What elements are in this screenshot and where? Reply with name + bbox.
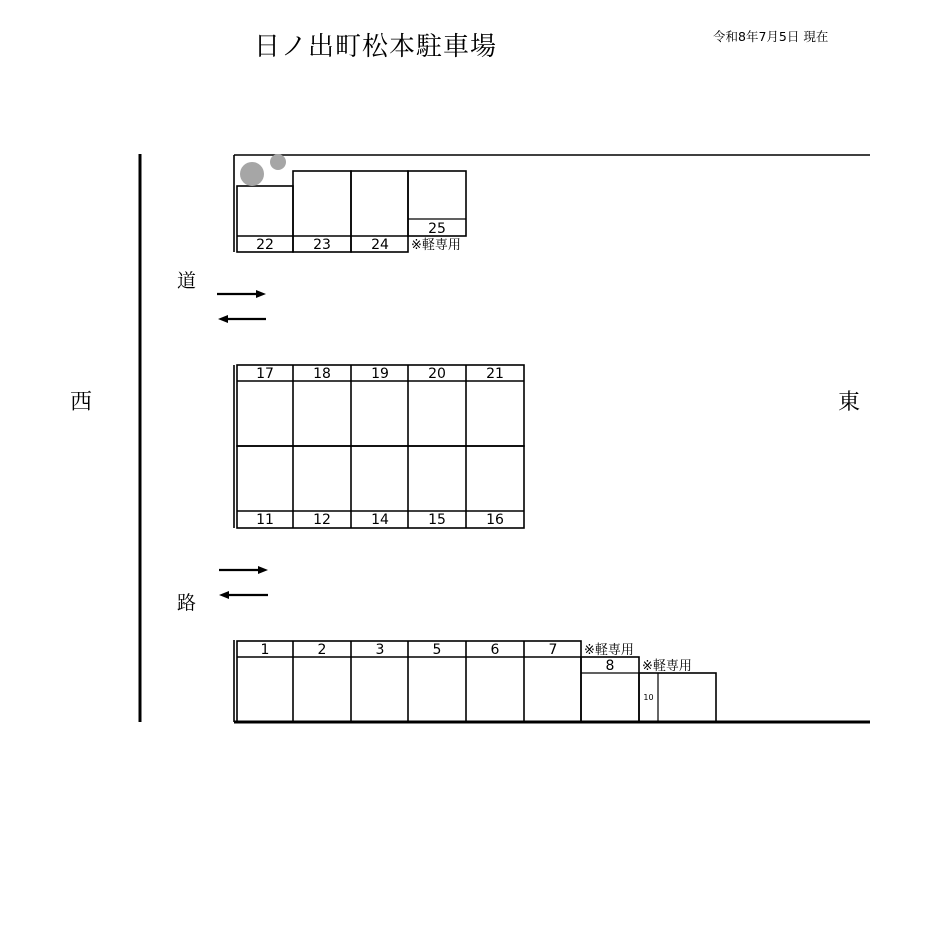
space-8-label: 8 xyxy=(605,658,615,674)
space-17-label: 17 xyxy=(256,366,274,382)
kei-only-note-10: ※軽専用 xyxy=(642,659,692,674)
obstacle-large xyxy=(240,162,264,186)
kei-only-note-25: ※軽専用 xyxy=(411,238,461,253)
space-5-label: 5 xyxy=(432,642,442,658)
space-6-label: 6 xyxy=(490,642,500,658)
space-7-label: 7 xyxy=(548,642,558,658)
space-10-label: 10 xyxy=(643,693,654,702)
space-21-label: 21 xyxy=(486,366,504,382)
space-11-label: 11 xyxy=(256,512,274,528)
space-12-label: 12 xyxy=(313,512,331,528)
space-1-label: 1 xyxy=(260,642,270,658)
kei-only-note-8: ※軽専用 xyxy=(584,643,634,658)
space-25-label: 25 xyxy=(428,221,446,237)
space-3-label: 3 xyxy=(375,642,385,658)
page-title: 日ノ出町松本駐車場 xyxy=(254,32,498,62)
as-of-date: 令和8年7月5日 現在 xyxy=(713,29,829,44)
space-15-label: 15 xyxy=(428,512,446,528)
direction-west: 西 xyxy=(70,390,93,415)
space-16-label: 16 xyxy=(486,512,504,528)
road-label-top: 道 xyxy=(177,270,197,292)
obstacle-small xyxy=(270,154,286,170)
space-22-label: 22 xyxy=(256,237,274,253)
road-label-bottom: 路 xyxy=(177,592,197,614)
space-24-label: 24 xyxy=(371,237,389,253)
space-20-label: 20 xyxy=(428,366,446,382)
space-19-label: 19 xyxy=(371,366,389,382)
space-18-label: 18 xyxy=(313,366,331,382)
space-23-label: 23 xyxy=(313,237,331,253)
space-14-label: 14 xyxy=(371,512,389,528)
space-2-label: 2 xyxy=(317,642,327,658)
direction-east: 東 xyxy=(838,390,861,415)
